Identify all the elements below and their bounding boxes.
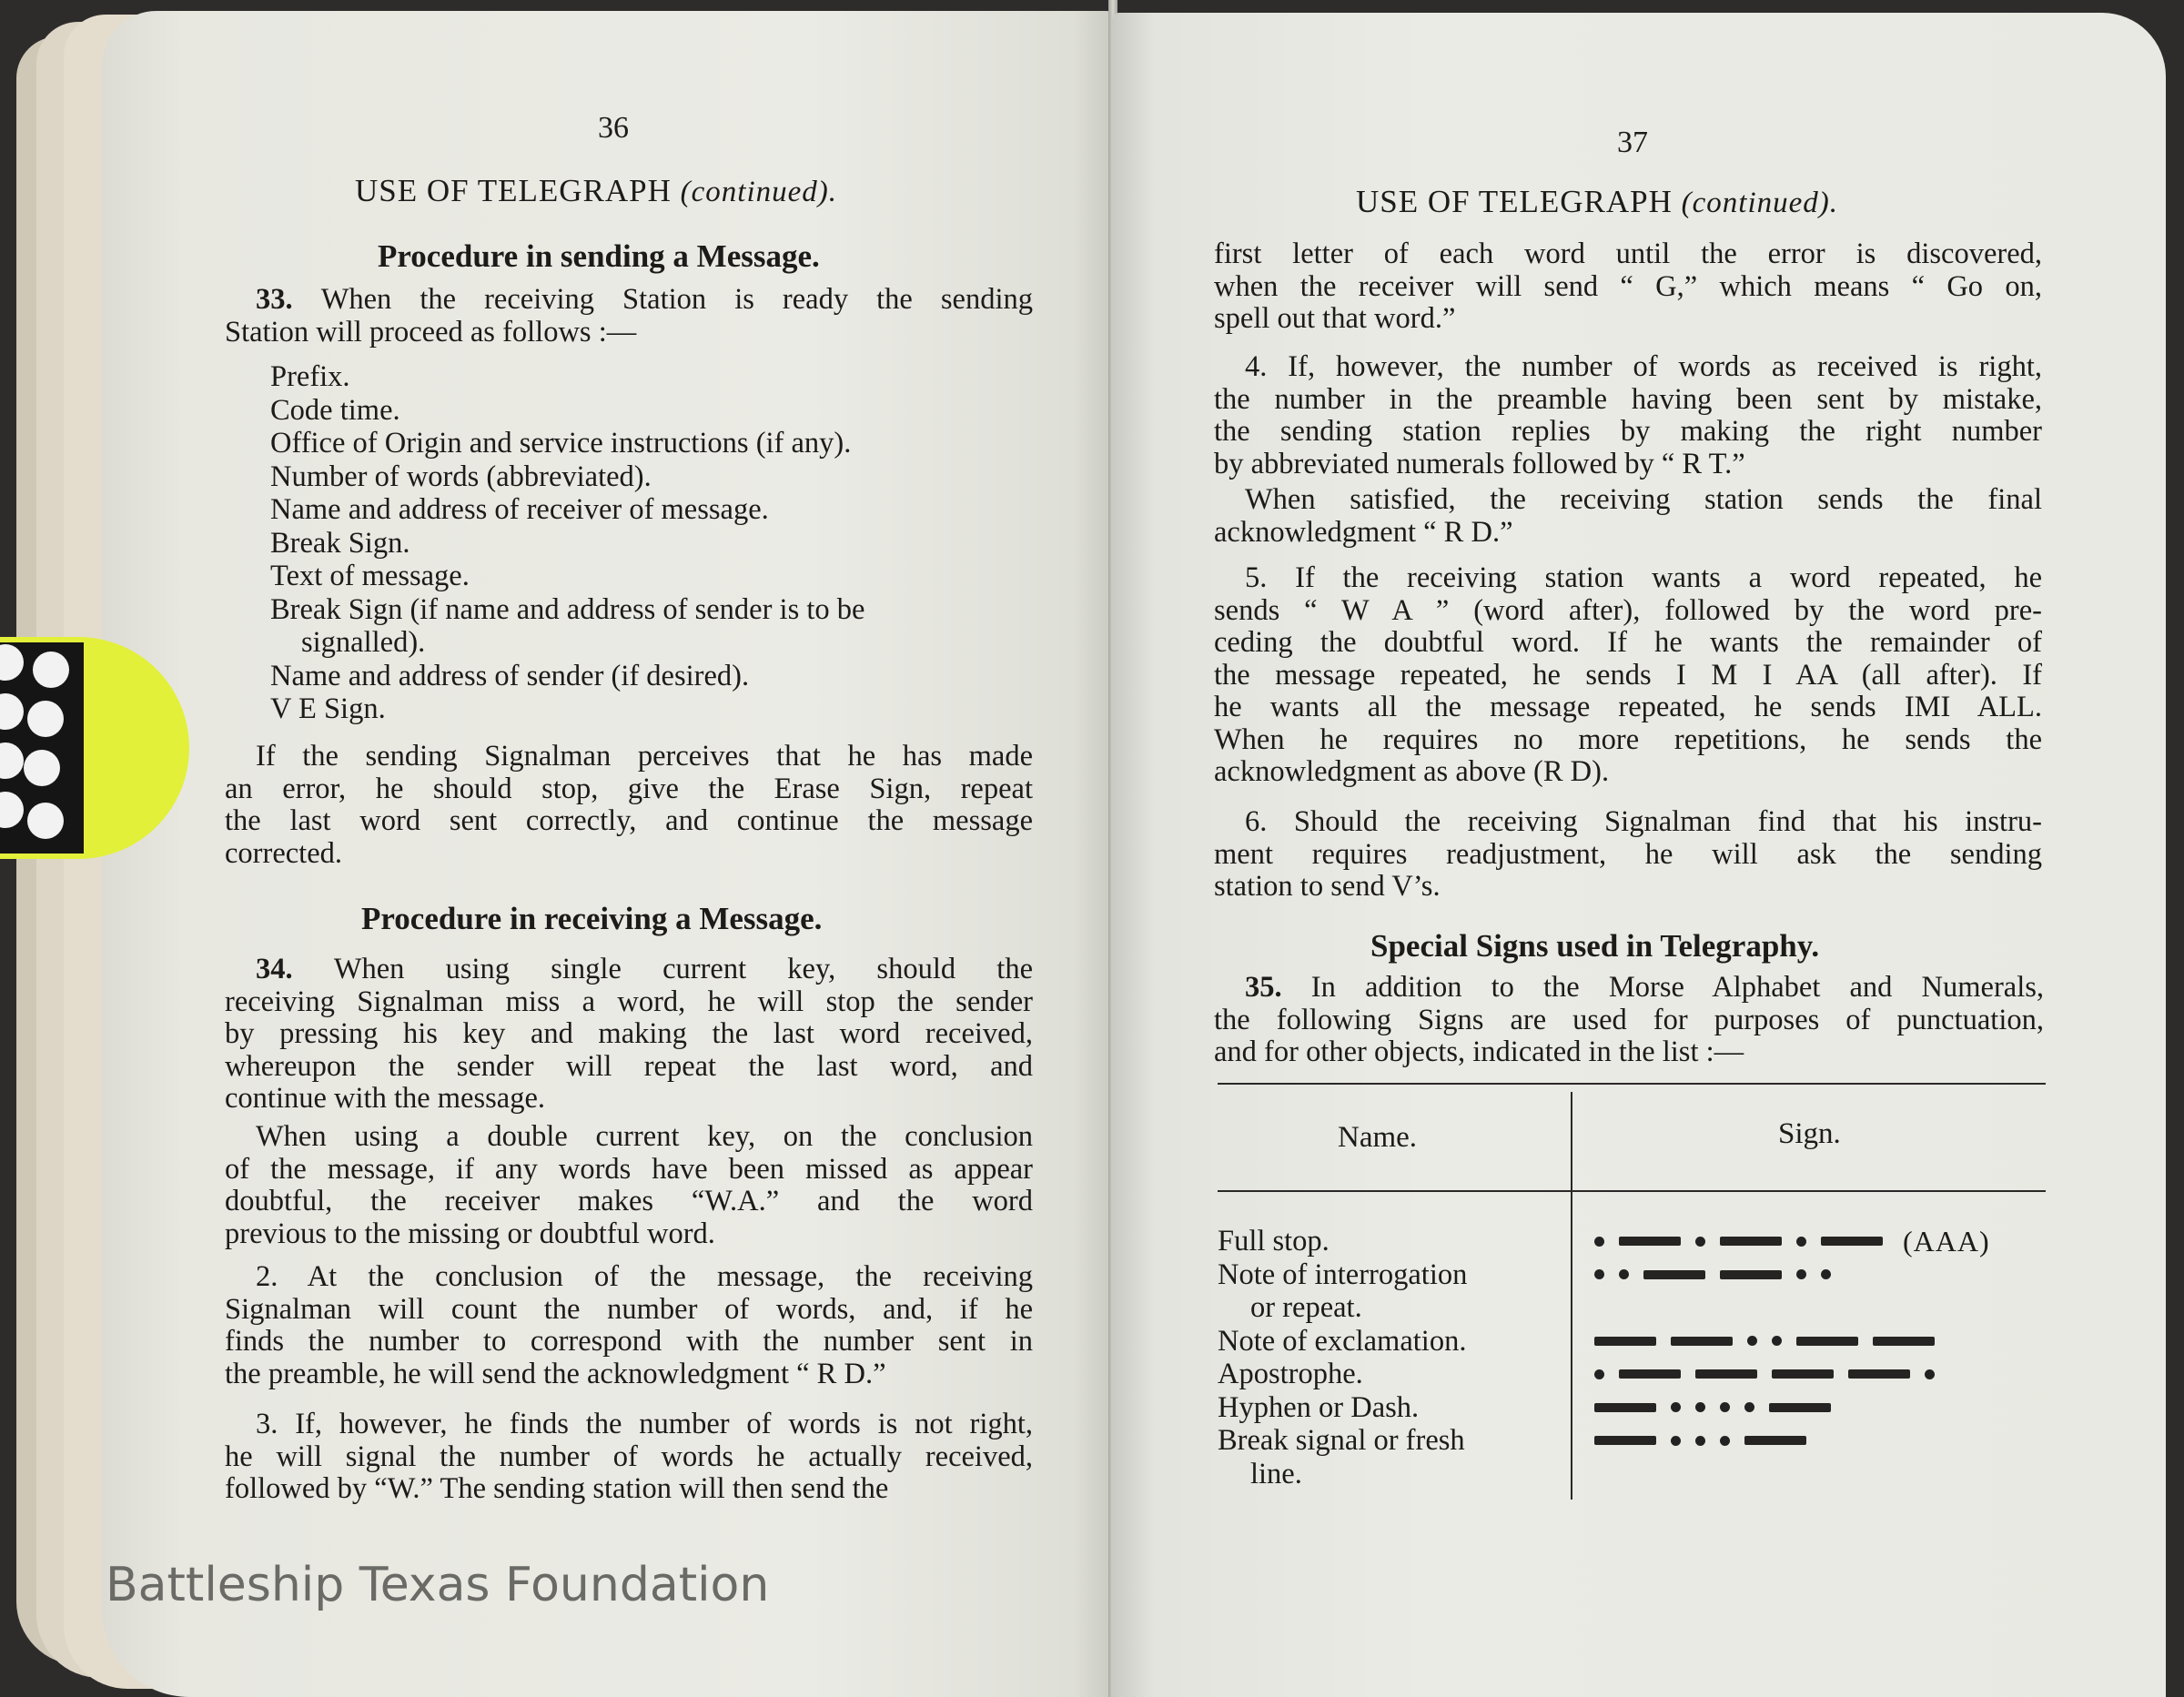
text-line: ment requires readjustment, he will ask the sending: [1214, 837, 2042, 871]
paragraph-3: [225, 1409, 1033, 1506]
table-header-sign: Sign.: [1778, 1117, 1841, 1150]
text-line: When satisfied, the receiving station sends the final: [1245, 483, 2042, 516]
send-order-list: [270, 360, 1035, 726]
morse-dot: [1695, 1402, 1705, 1412]
section-heading: Special Signs used in Telegraphy.: [1370, 928, 1820, 964]
table-row-name: [1218, 1325, 1466, 1359]
text-line: Station will proceed as follows :—: [225, 315, 637, 348]
error-paragraph: [225, 741, 1033, 870]
list-item: Name and address of receiver of message.: [270, 493, 769, 526]
morse-dash: [1594, 1337, 1656, 1346]
paragraph-35: [1214, 972, 2044, 1069]
morse-dot: [1925, 1369, 1935, 1379]
morse-dash: [1594, 1436, 1656, 1445]
right-page: [1112, 13, 2166, 1697]
text-line: previous to the missing or doubtful word.: [225, 1217, 715, 1250]
text-line: When he requires no more repetitions, he sends the: [1214, 722, 2042, 756]
morse-dot: [1594, 1369, 1604, 1379]
morse-dash: [1821, 1237, 1883, 1246]
page-number: 36: [598, 111, 629, 145]
text-line: doubtful, the receiver makes “W.A.” and the word: [225, 1185, 1033, 1217]
text-line: when the receiver will send “ G,” which means “ Go on,: [1214, 269, 2042, 303]
table-cell-text: line.: [1250, 1457, 1302, 1490]
paragraph-number: 34.: [256, 953, 334, 985]
table-cell-text: Note of exclamation.: [1218, 1324, 1467, 1358]
morse-dot: [1744, 1402, 1754, 1412]
morse-dash: [1720, 1237, 1782, 1246]
paragraph-number: 35.: [1245, 971, 1311, 1004]
table-cell-text: Apostrophe.: [1218, 1358, 1363, 1390]
morse-dot: [1671, 1436, 1681, 1446]
text-line: corrected.: [225, 836, 343, 870]
morse-dot: [1695, 1436, 1705, 1446]
paragraph-33: [225, 284, 1033, 348]
text-line: 33. When the receiving Station is ready the sending: [256, 283, 1034, 316]
text-line: 5. If the receiving station wants a word repeated, he: [1245, 561, 2042, 594]
text-line: acknowledgment “ R D.”: [1214, 515, 1513, 549]
left-page: [102, 11, 1114, 1697]
list-item: Text of message.: [270, 560, 470, 592]
paragraph-34: [225, 954, 1033, 1116]
text-line: the sending station replies by making the right number: [1214, 415, 2042, 448]
text-line: sends “ W A ” (word after), followed by the word pre-: [1214, 593, 2042, 627]
morse-dash: [1848, 1369, 1910, 1379]
table-cell-text: Full stop.: [1218, 1225, 1330, 1258]
text-line: by abbreviated numerals followed by “ R T.”: [1214, 447, 1745, 480]
list-item: Prefix.: [270, 360, 350, 393]
text-line: 35. In addition to the Morse Alphabet and Numerals,: [1245, 971, 2045, 1004]
text-line: of the message, if any words have been missed as appear: [225, 1152, 1033, 1186]
morse-sign: [1594, 1258, 1831, 1291]
text-line: 34. When using single current key, should the: [256, 953, 1033, 985]
text-line: station to send V’s.: [1214, 870, 1441, 903]
list-item: Code time.: [270, 393, 400, 427]
paragraph-5: [1214, 562, 2042, 789]
morse-dash: [1643, 1270, 1705, 1279]
morse-dot: [1594, 1269, 1604, 1279]
morse-dash: [1671, 1337, 1733, 1346]
text-line: he wants all the message repeated, he sends IMI ALL.: [1214, 691, 2042, 723]
morse-dot: [1720, 1436, 1730, 1446]
continued-paragraph: [1214, 238, 2042, 336]
list-item: V E Sign.: [270, 692, 386, 725]
text-line: he will signal the number of words he actually received,: [225, 1439, 1033, 1473]
morse-dot: [1671, 1402, 1681, 1412]
morse-dash: [1772, 1369, 1834, 1379]
watermark: Battleship Texas Foundation: [106, 1558, 770, 1612]
text-line: the message repeated, he sends I M I AA (all after). If: [1214, 658, 2042, 692]
double-key-paragraph: [225, 1121, 1033, 1250]
satisfied-paragraph: [1214, 484, 2042, 549]
morse-dot: [1594, 1237, 1604, 1247]
table-row-name: [1218, 1424, 1465, 1490]
paragraph-6: [1214, 806, 2042, 904]
text-line: acknowledgment as above (R D).: [1214, 755, 1610, 788]
morse-dot: [1772, 1336, 1782, 1346]
table-row-name: [1218, 1391, 1419, 1425]
table-header-rule: [1218, 1190, 2046, 1192]
morse-dot: [1747, 1336, 1757, 1346]
text-line: followed by “W.” The sending station will then send the: [225, 1472, 889, 1505]
morse-dash: [1744, 1436, 1806, 1445]
polka-dot-pattern: [0, 642, 84, 854]
table-header-name: Name.: [1338, 1121, 1418, 1154]
text-line: by pressing his key and making the last word received,: [225, 1017, 1033, 1050]
text-line: Signalman will count the number of words, and, if he: [225, 1292, 1033, 1326]
table-row-name: [1218, 1225, 1330, 1258]
morse-dash: [1769, 1403, 1831, 1412]
text-line: continue with the message.: [225, 1082, 545, 1115]
morse-dot: [1695, 1237, 1705, 1247]
paragraph-number: 33.: [256, 283, 321, 316]
morse-dot: [1720, 1402, 1730, 1412]
morse-sign: [1594, 1391, 1831, 1424]
page-title: USE OF TELEGRAPH (continued).: [1356, 184, 1838, 219]
morse-dot: [1796, 1269, 1806, 1279]
table-row-name: [1218, 1258, 1467, 1325]
section-heading: Procedure in sending a Message.: [378, 238, 820, 274]
list-item: Break Sign.: [270, 526, 410, 560]
text-line: the number in the preamble having been sent by mistake,: [1214, 382, 2042, 416]
morse-dash: [1873, 1337, 1935, 1346]
text-line: spell out that word.”: [1214, 302, 1456, 335]
morse-sign: [1594, 1358, 1935, 1390]
text-line: ceding the doubtful word. If he wants the remainder of: [1214, 626, 2042, 659]
text-line: first letter of each word until the error is discovered,: [1214, 237, 2042, 270]
table-row-name: [1218, 1358, 1363, 1391]
morse-sign: [1594, 1424, 1806, 1457]
text-line: 4. If, however, the number of words as received is right,: [1245, 350, 2042, 383]
text-line: If the sending Signalman perceives that he has made: [256, 740, 1033, 773]
morse-sign: [1594, 1225, 1990, 1258]
text-line: 2. At the conclusion of the message, the receiving: [256, 1260, 1033, 1293]
text-line: 6. Should the receiving Signalman find that his instru-: [1245, 805, 2042, 838]
table-cell-text: Note of interrogation: [1218, 1258, 1468, 1291]
morse-dash: [1720, 1270, 1782, 1279]
table-column-divider: [1571, 1092, 1572, 1500]
morse-dash: [1796, 1337, 1858, 1346]
table-cell-text: or repeat.: [1250, 1291, 1362, 1324]
text-line: receiving Signalman miss a word, he will stop the sender: [225, 985, 1033, 1018]
morse-dot: [1619, 1269, 1629, 1279]
text-line: When using a double current key, on the conclusion: [256, 1120, 1033, 1153]
text-line: the following Signs are used for purposes of punctuation,: [1214, 1003, 2044, 1036]
table-cell-text: Break signal or fresh: [1218, 1424, 1465, 1457]
text-line: an error, he should stop, give the Erase Sign, repeat: [225, 772, 1033, 805]
page-title: USE OF TELEGRAPH (continued).: [355, 173, 837, 208]
morse-dash: [1695, 1369, 1757, 1379]
morse-sign: [1594, 1325, 1935, 1358]
sign-suffix: (AAA): [1903, 1224, 1990, 1258]
morse-dash: [1619, 1369, 1681, 1379]
morse-dash: [1619, 1237, 1681, 1246]
text-line: and for other objects, indicated in the list :—: [1214, 1035, 1744, 1068]
section-heading: Procedure in receiving a Message.: [361, 901, 823, 936]
table-top-rule: [1218, 1083, 2046, 1085]
list-item: signalled).: [301, 626, 426, 659]
text-line: 3. If, however, he finds the number of words is not right,: [256, 1408, 1033, 1440]
list-item: Number of words (abbreviated).: [270, 460, 652, 493]
list-item: Break Sign (if name and address of sender is to be: [270, 592, 865, 626]
paragraph-4: [1214, 351, 2042, 480]
morse-dash: [1594, 1403, 1656, 1412]
list-item: Name and address of sender (if desired).: [270, 659, 750, 692]
page-number: 37: [1617, 126, 1648, 159]
text-line: the preamble, he will send the acknowledgment “ R D.”: [225, 1357, 886, 1390]
morse-dot: [1796, 1237, 1806, 1247]
text-line: whereupon the sender will repeat the last word, and: [225, 1049, 1033, 1083]
text-line: finds the number to correspond with the number sent in: [225, 1325, 1033, 1358]
table-cell-text: Hyphen or Dash.: [1218, 1390, 1420, 1424]
text-line: the last word sent correctly, and continue the message: [225, 804, 1033, 837]
morse-dot: [1821, 1269, 1831, 1279]
list-item: Office of Origin and service instructions (if any).: [270, 427, 852, 460]
paragraph-2: [225, 1261, 1033, 1390]
